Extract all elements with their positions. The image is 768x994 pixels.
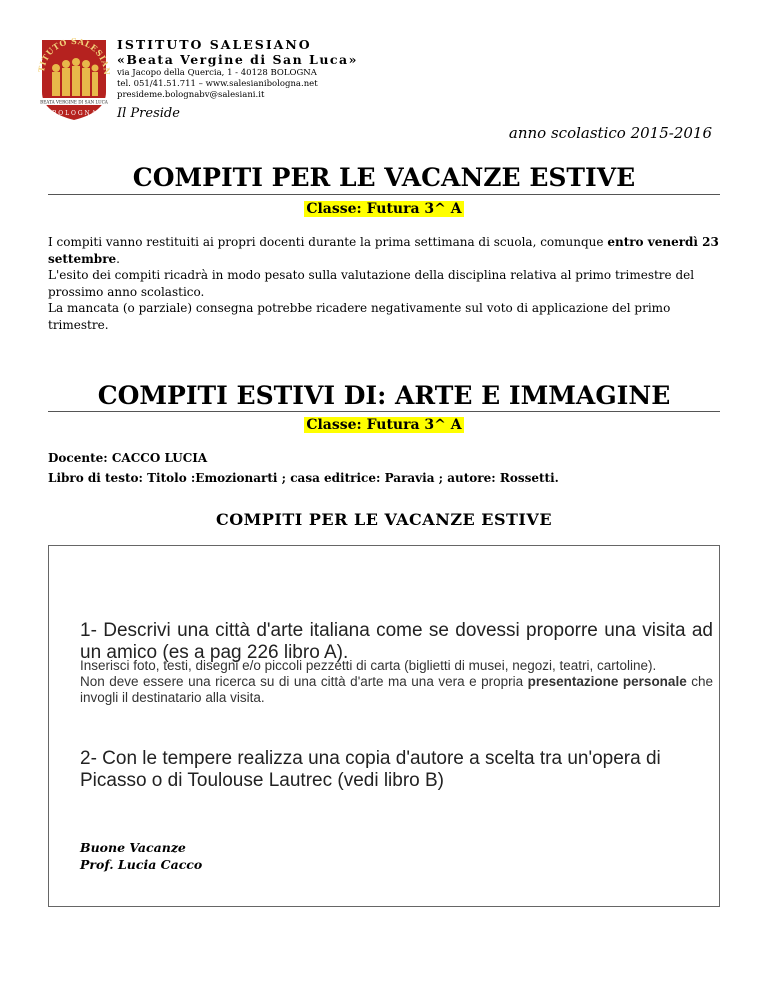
task-1-details xyxy=(80,658,713,706)
intro-text-span: I compiti vanno restituiti ai propri docenti durante la prima settimana di scuola, comunque xyxy=(48,235,608,249)
intro-paragraph: L'esito dei compiti ricadrà in modo pesato sulla valutazione della disciplina relativa al primo trimestre del prossimo anno scolastico. xyxy=(48,268,695,299)
intro-paragraph: La mancata (o parziale) consegna potrebbe ricadere negativamente sul voto di applicazione del primo trimestre. xyxy=(48,301,671,332)
task-1-detail xyxy=(80,674,713,706)
logo-arc-text: ITUTO SALESIA xyxy=(38,35,110,69)
address-line: via Jacopo della Quercia, 1 - 40128 BOLOGNA xyxy=(117,68,317,78)
class-label-wrap xyxy=(0,198,768,217)
closing-text: Buone Vacanze xyxy=(80,840,186,855)
contact-line: tel. 051/41.51.711 – www.salesianibologna.net xyxy=(117,79,318,89)
class-label-wrap xyxy=(0,414,768,433)
signature-block xyxy=(80,839,202,873)
class-label-highlight: Classe: Futura 3^ A xyxy=(306,417,462,433)
signature-text: Prof. Lucia Cacco xyxy=(80,857,203,872)
textbook-label: Libro di testo: Titolo :Emozionarti ; casa editrice: Paravia ; autore: Rossetti. xyxy=(48,471,559,485)
title-divider xyxy=(48,411,720,412)
box-heading: COMPITI PER LE VACANZE ESTIVE xyxy=(215,510,553,529)
institute-subtitle: «Beata Vergine di San Luca» xyxy=(117,52,358,67)
task-1-title: 1- Descrivi una città d'arte italiana come se dovessi proporre una visita ad un amico (es a pag 226 libro A). xyxy=(80,620,713,663)
institute-name: ISTITUTO SALESIANO xyxy=(117,37,312,52)
detail-text-span: che invogli il destinatario alla visita. xyxy=(80,674,713,705)
subject-title: COMPITI ESTIVI DI: ARTE E IMMAGINE xyxy=(97,381,671,410)
detail-bold-text: presentazione personale xyxy=(527,674,687,689)
deadline-text: entro venerdì 23 settembre xyxy=(48,235,719,266)
detail-text-span: Non deve essere una ricerca su di una città d'arte ma una vera e propria xyxy=(80,674,528,689)
intro-text xyxy=(48,234,728,333)
logo-band-text: BEATA VERGINE DI SAN LUCA xyxy=(40,99,108,105)
school-year: anno scolastico 2015-2016 xyxy=(508,124,712,142)
teacher-label: Docente: CACCO LUCIA xyxy=(48,451,208,465)
main-title: COMPITI PER LE VACANZE ESTIVE xyxy=(132,163,636,192)
role-label: Il Preside xyxy=(117,106,180,121)
title-divider xyxy=(48,194,720,195)
logo-city-text: B O L O G N A xyxy=(51,110,97,117)
class-label-highlight: Classe: Futura 3^ A xyxy=(306,201,462,217)
task-2-title: 2- Con le tempere realizza una copia d'autore a scelta tra un'opera di Picasso o di Toulouse Lautrec (vedi libro B) xyxy=(80,748,661,791)
intro-paragraph xyxy=(48,234,728,267)
school-logo xyxy=(38,34,110,122)
intro-text-span: . xyxy=(116,251,120,266)
task-1-detail: Inserisci foto, testi, disegni e/o piccoli pezzetti di carta (biglietti di musei, negozi, teatri, cartoline). xyxy=(80,658,657,673)
email-line: presideme.bolognabv@salesiani.it xyxy=(117,90,265,100)
